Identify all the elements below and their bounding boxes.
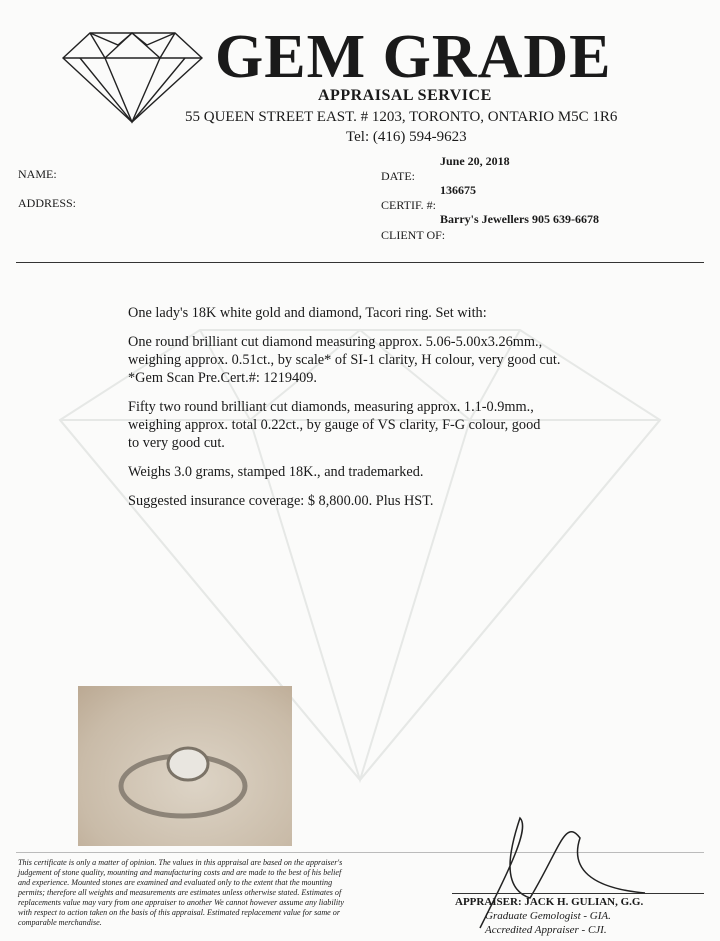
appraiser-credential: Accredited Appraiser - CJI.: [485, 924, 607, 936]
certif-label: CERTIF. #:: [381, 198, 436, 212]
ring-photo: [78, 686, 292, 846]
diamond-logo-icon: [60, 30, 205, 125]
ring-icon: [78, 686, 292, 846]
description-paragraph: One round brilliant cut diamond measuring approx. 5.06-5.00x3.26mm., weighing approx. 0.51ct., by scale* of SI-1 clarity, H colour, very good cut. *Gem Scan Pre.Cert.#: 1219409.: [128, 334, 561, 386]
appraiser-name: APPRAISER: JACK H. GULIAN, G.G.: [455, 896, 644, 908]
header-divider: [16, 262, 704, 263]
address-label: ADDRESS:: [18, 196, 77, 210]
company-address: 55 QUEEN STREET EAST. # 1203, TORONTO, ONTARIO M5C 1R6: [185, 109, 618, 125]
description-paragraph: Weighs 3.0 grams, stamped 18K., and trademarked.: [128, 464, 424, 480]
date-value: June 20, 2018: [440, 154, 510, 168]
date-label: DATE:: [381, 169, 415, 183]
name-label: NAME:: [18, 167, 57, 181]
signature-line: [452, 893, 704, 894]
appraisal-description: [128, 304, 698, 521]
certif-value: 136675: [440, 183, 476, 197]
description-paragraph: One lady's 18K white gold and diamond, Tacori ring. Set with:: [128, 305, 487, 321]
client-value: Barry's Jewellers 905 639-6678: [440, 212, 599, 226]
description-paragraph: Suggested insurance coverage: $ 8,800.00. Plus HST.: [128, 493, 434, 509]
company-phone: Tel: (416) 594-9623: [346, 129, 467, 145]
company-title: GEM GRADE: [215, 23, 612, 91]
company-subtitle: APPRAISAL SERVICE: [318, 87, 492, 104]
client-label: CLIENT OF:: [381, 228, 446, 242]
description-paragraph: Fifty two round brilliant cut diamonds, measuring approx. 1.1-0.9mm., weighing approx. total 0.22ct., by gauge of VS clarity, F-G colour, good to very good cut.: [128, 399, 541, 451]
appraiser-credential: Graduate Gemologist - GIA.: [485, 910, 611, 922]
disclaimer-text: This certificate is only a matter of opinion. The values in this appraisal are based on the appraiser's judgement of stone quality, mounting and manufacturing costs and are made to the best of his belief and experience. Mounted stones are examined and evaluated only to the extent that the mounting permits; therefore all weights and measurements are estimates unless otherwise stated. Estimates of replacements value may vary from one appraiser to another We cannot however assume any liability with respect to action taken on the basis of this appraisal. Estimated replacement value for same or comparable merchandise.: [18, 858, 344, 927]
